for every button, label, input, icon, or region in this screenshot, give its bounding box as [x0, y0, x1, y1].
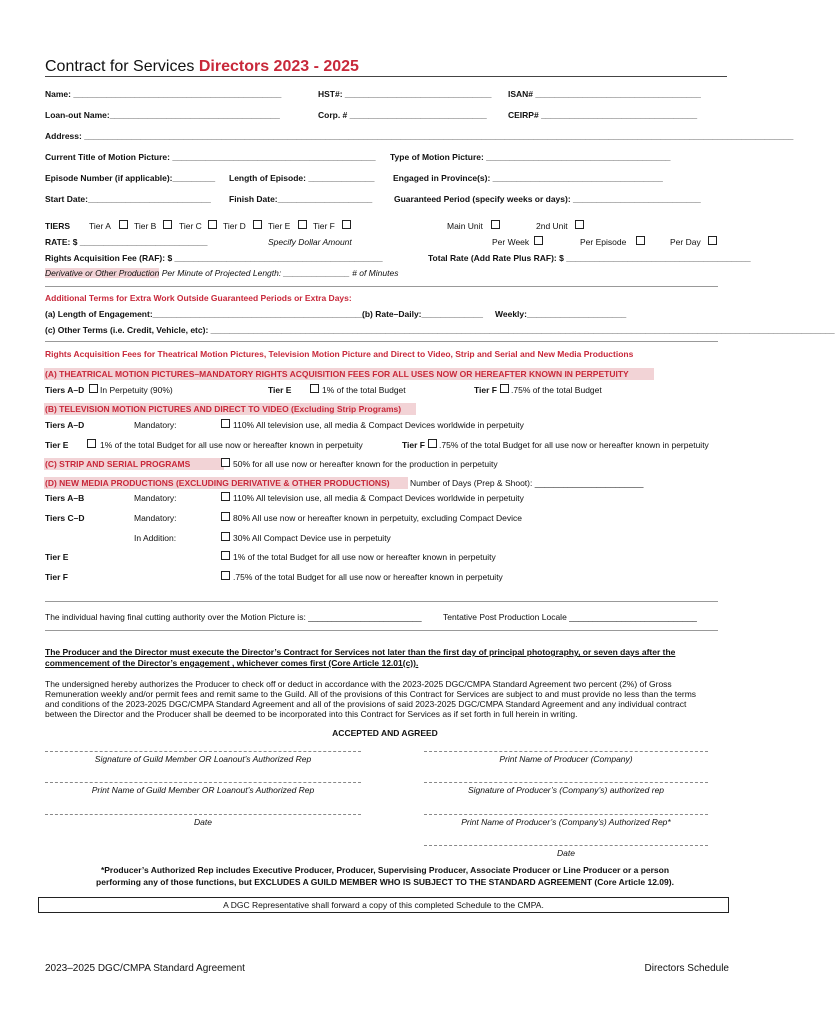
sec-a-heading: (A) THEATRICAL MOTION PICTURES–MANDATORY RIGHTS ACQUISITION FEES FOR ALL USES NOW OR HEREAFTER KNOWN IN PERPETUITY	[45, 369, 629, 379]
per-day-checkbox[interactable]	[708, 236, 717, 245]
rights-heading: Rights Acquisition Fees for Theatrical Motion Pictures, Television Motion Picture and Direct to Video, Strip and Serial and New Media Productions	[45, 349, 634, 359]
divider-4	[45, 630, 718, 631]
other-terms-field[interactable]: (c) Other Terms (i.e. Credit, Vehicle, etc): ____________________________________________________________________________________________________________________________________	[45, 325, 835, 335]
tier-a-checkbox[interactable]	[119, 220, 128, 229]
tier-b-label: Tier B	[134, 221, 157, 231]
sec-b-tier-e-checkbox[interactable]	[87, 439, 96, 448]
tier-c-label: Tier C	[179, 221, 202, 231]
guild-name-line[interactable]	[45, 782, 361, 783]
divider-2	[45, 341, 718, 342]
sec-c-checkbox[interactable]	[221, 458, 230, 467]
producer-name-line[interactable]	[424, 751, 708, 752]
sec-a-tier-e-checkbox[interactable]	[310, 384, 319, 393]
date-line-1[interactable]	[45, 814, 361, 815]
producer-signature-line[interactable]	[424, 782, 708, 783]
cutting-authority-field[interactable]: The individual having final cutting authority over the Motion Picture is: ________________________	[45, 612, 422, 622]
sec-b-ad-text: 110% All television use, all media & Compact Devices worldwide in perpetuity	[233, 420, 524, 430]
execution-notice-line-1: The Producer and the Director must execute the Director’s Contract for Services not later than the first day of principal photography, or seven days after the	[45, 647, 676, 657]
ceirp-field[interactable]: CEIRP# _________________________________	[508, 110, 698, 120]
motion-picture-type-field[interactable]: Type of Motion Picture: _______________________________________	[390, 152, 671, 162]
sec-d-heading: (D) NEW MEDIA PRODUCTIONS (EXCLUDING DERIVATIVE & OTHER PRODUCTIONS)	[45, 478, 390, 488]
sec-a-f-text: .75% of the total Budget	[511, 385, 602, 395]
sec-b-e-text: 1% of the total Budget for all use now or hereafter known in perpetuity	[100, 440, 363, 450]
sec-b-ad-checkbox[interactable]	[221, 419, 230, 428]
rate-daily-field[interactable]: (b) Rate–Daily:_____________	[362, 309, 483, 319]
tier-e-checkbox[interactable]	[298, 220, 307, 229]
per-week-label: Per Week	[492, 237, 530, 247]
finish-date-field[interactable]: Finish Date:____________________	[229, 194, 373, 204]
sec-d-f-text: .75% of the total Budget for all use now or hereafter known in perpetuity	[233, 572, 503, 582]
authorization-paragraph-line-2: Remuneration weekly and/or permit fees and remit same to the Guild. All of the provisions of this Contract for Services are subject to and must provide no less than the terms	[45, 689, 697, 699]
per-episode-label: Per Episode	[580, 237, 627, 247]
date-label-1: Date	[194, 817, 212, 827]
address-field[interactable]: Address: ______________________________________________________________________________________________________________________________________________________	[45, 131, 794, 141]
engagement-length-field[interactable]: (a) Length of Engagement:_____________________________________________	[45, 309, 366, 319]
authorization-paragraph-line-4: between the Director and the Producer shall be deemed to be incorporated into this Contract for Services as if set forth in full herein in writing.	[45, 709, 578, 719]
post-production-locale-field[interactable]: Tentative Post Production Locale ___________________________	[443, 612, 697, 622]
tier-b-checkbox[interactable]	[163, 220, 172, 229]
main-unit-checkbox[interactable]	[491, 220, 500, 229]
second-unit-checkbox[interactable]	[575, 220, 584, 229]
title-main: Contract for Services	[45, 58, 195, 75]
tier-f-checkbox[interactable]	[342, 220, 351, 229]
sec-d-days-field[interactable]: Number of Days (Prep & Shoot): _______________________	[410, 478, 644, 488]
sec-c-text: 50% for all use now or hereafter known for the production in perpetuity	[233, 459, 498, 469]
producer-signature-label: Signature of Producer’s (Company’s) authorized rep	[467, 785, 665, 795]
sec-d-ab-text: 110% All television use, all media & Compact Devices worldwide in perpetuity	[233, 493, 524, 503]
accepted-and-agreed: ACCEPTED AND AGREED	[332, 728, 438, 738]
tier-f-label: Tier F	[313, 221, 335, 231]
producer-rep-label: Print Name of Producer’s (Company’s) Authorized Rep*	[461, 817, 671, 827]
tiers-label: TIERS	[45, 221, 71, 231]
sec-b-tiers-ad: Tiers A–D	[45, 420, 85, 430]
sec-a-tier-e: Tier E	[268, 385, 292, 395]
per-day-label: Per Day	[670, 237, 701, 247]
episode-number-field[interactable]: Episode Number (if applicable):_________	[45, 173, 216, 183]
isan-field[interactable]: ISAN# ___________________________________	[508, 89, 701, 99]
guild-name-label: Print Name of Guild Member OR Loanout’s Authorized Rep	[91, 785, 315, 795]
tier-d-label: Tier D	[223, 221, 246, 231]
loanout-name-field[interactable]: Loan-out Name:____________________________________	[45, 110, 280, 120]
authorization-paragraph-line-3: and conditions of the 2023-2025 DGC/CMPA Standard Agreement and all of the provisions of said 2023-2025 DGC/CMPA Standard Agreement and any individual contract	[45, 699, 687, 709]
producer-rep-line[interactable]	[424, 814, 708, 815]
derivative-rest: Per Minute of Projected Length: ______________ # of Minutes	[159, 268, 399, 278]
additional-terms-heading: Additional Terms for Extra Work Outside Guaranteed Periods or Extra Days:	[45, 293, 352, 303]
sec-d-ab-checkbox[interactable]	[221, 492, 230, 501]
sec-d-tiers-ab: Tiers A–B	[45, 493, 85, 503]
footnote-line-2: performing any of those functions, but EXCLUDES A GUILD MEMBER WHO IS SUBJECT TO THE STANDARD AGREEMENT (Core Article 12.09).	[96, 877, 674, 887]
total-rate-field[interactable]: Total Rate (Add Rate Plus RAF): $ _______________________________________	[428, 253, 751, 263]
dgc-representative-box: A DGC Representative shall forward a copy of this completed Schedule to the CMPA.	[38, 897, 729, 913]
specify-dollar-amount: Specify Dollar Amount	[268, 237, 352, 247]
rate-field[interactable]: RATE: $ ___________________________	[45, 237, 208, 247]
divider-3	[45, 601, 718, 602]
sec-a-e-text: 1% of the total Budget	[322, 385, 406, 395]
name-field[interactable]: Name: ____________________________________________	[45, 89, 282, 99]
raf-field[interactable]: Rights Acquisition Fee (RAF): $ ____________________________________________	[45, 253, 383, 263]
sec-b-f-text: .75% of the total Budget for all use now or hereafter known in perpetuity	[439, 440, 709, 450]
sec-a-tiers-ad: Tiers A–D	[45, 385, 85, 395]
sec-d-add-text: 30% All Compact Device use in perpetuity	[233, 533, 391, 543]
tier-e-label: Tier E	[268, 221, 291, 231]
derivative-line	[45, 268, 398, 278]
sec-d-mandatory-2: Mandatory:	[134, 513, 177, 523]
main-unit-label: Main Unit	[447, 221, 483, 231]
divider-1	[45, 286, 718, 287]
execution-notice-line-2: commencement of the Director’s engagement , whichever comes first (Core Article 12.01(c)).	[45, 658, 419, 668]
sec-d-tiers-cd: Tiers C–D	[45, 513, 85, 523]
sec-c-heading: (C) STRIP AND SERIAL PROGRAMS	[45, 459, 191, 469]
sec-b-tier-e: Tier E	[45, 440, 69, 450]
date-line-2[interactable]	[424, 845, 708, 846]
guild-signature-line[interactable]	[45, 751, 361, 752]
date-label-2: Date	[557, 848, 575, 858]
sec-d-add-checkbox[interactable]	[221, 532, 230, 541]
sec-b-mandatory: Mandatory:	[134, 420, 177, 430]
title-rule	[45, 76, 727, 77]
per-week-checkbox[interactable]	[534, 236, 543, 245]
producer-name-label: Print Name of Producer (Company)	[499, 754, 633, 764]
sec-d-tier-f: Tier F	[45, 572, 68, 582]
derivative-link[interactable]: Derivative or Other Production	[45, 268, 160, 278]
hst-field[interactable]: HST#: _______________________________	[318, 89, 492, 99]
sec-b-heading: (B) TELEVISION MOTION PICTURES AND DIRECT TO VIDEO (Excluding Strip Programs)	[45, 404, 402, 414]
footer-right: Directors Schedule	[644, 963, 729, 974]
sec-d-e-text: 1% of the total Budget for all use now or hereafter known in perpetuity	[233, 552, 496, 562]
sec-d-in-addition: In Addition:	[134, 533, 177, 543]
title-accent: Directors 2023 - 2025	[198, 58, 359, 75]
episode-length-field[interactable]: Length of Episode: ______________	[229, 173, 375, 183]
sec-b-tier-f: Tier F	[402, 440, 425, 450]
sec-d-mandatory-1: Mandatory:	[134, 493, 177, 503]
start-date-field[interactable]: Start Date:__________________________	[45, 194, 211, 204]
sec-b-tier-f-checkbox[interactable]	[428, 439, 437, 448]
tier-d-checkbox[interactable]	[253, 220, 262, 229]
sec-d-tier-f-checkbox[interactable]	[221, 571, 230, 580]
sec-d-cd-text: 80% All use now or hereafter known in perpetuity, excluding Compact Device	[233, 513, 522, 523]
tier-c-checkbox[interactable]	[208, 220, 217, 229]
sec-a-perpetuity-checkbox[interactable]	[89, 384, 98, 393]
sec-a-tier-f-checkbox[interactable]	[500, 384, 509, 393]
weekly-field[interactable]: Weekly:_____________________	[495, 309, 627, 319]
per-episode-checkbox[interactable]	[636, 236, 645, 245]
second-unit-label: 2nd Unit	[536, 221, 568, 231]
sec-a-perpetuity: In Perpetuity (90%)	[100, 385, 173, 395]
footnote-line-1: *Producer’s Authorized Rep includes Executive Producer, Producer, Supervising Producer, Associate Producer or Line Producer or a person	[100, 865, 670, 875]
sec-d-tier-e: Tier E	[45, 552, 69, 562]
sec-d-cd-checkbox[interactable]	[221, 512, 230, 521]
province-field[interactable]: Engaged in Province(s): ____________________________________	[393, 173, 663, 183]
authorization-paragraph-line-1: The undersigned hereby authorizes the Producer to check off or deduct in accordance with the 2023-2025 DGC/CMPA Standard Agreement two percent (2%) of Gross	[45, 679, 672, 689]
guaranteed-period-field[interactable]: Guaranteed Period (specify weeks or days): ___________________________	[394, 194, 701, 204]
footer-left: 2023–2025 DGC/CMPA Standard Agreement	[45, 963, 245, 974]
motion-picture-title-field[interactable]: Current Title of Motion Picture: ___________________________________________	[45, 152, 376, 162]
guild-signature-label: Signature of Guild Member OR Loanout’s Authorized Rep	[94, 754, 312, 764]
sec-a-tier-f: Tier F	[474, 385, 497, 395]
tier-a-label: Tier A	[89, 221, 111, 231]
corp-field[interactable]: Corp. # _____________________________	[318, 110, 487, 120]
page-title	[45, 58, 359, 76]
sec-d-tier-e-checkbox[interactable]	[221, 551, 230, 560]
